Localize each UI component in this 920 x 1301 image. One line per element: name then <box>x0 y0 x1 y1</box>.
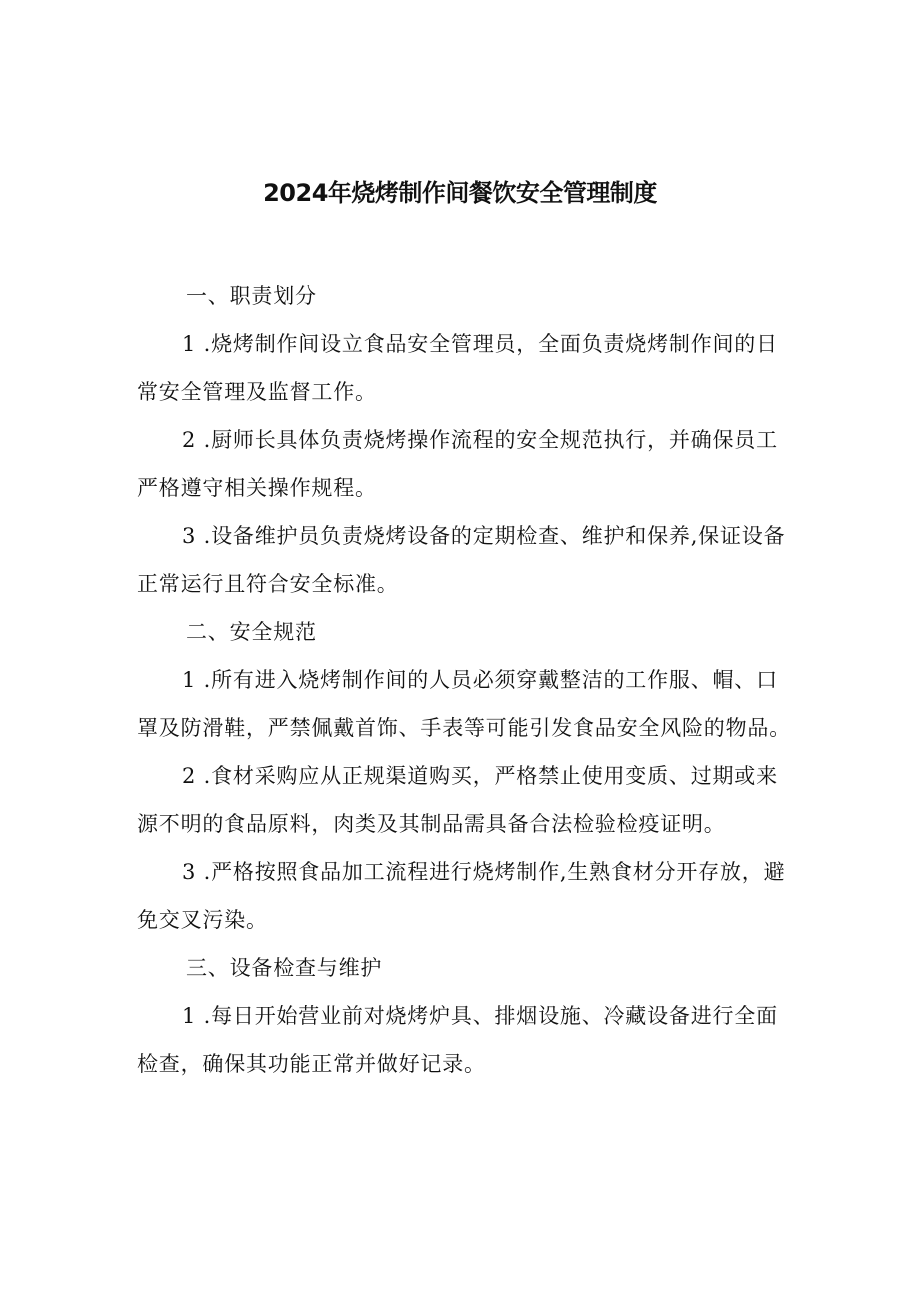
section-heading: 一、职责划分 <box>186 284 317 308</box>
section-item: 1 .每日开始营业前对烧烤炉具、排烟设施、冷藏设备进行全面检查，确保其功能正常并做好记录。 <box>137 1004 778 1076</box>
document-body <box>137 272 797 1088</box>
section-heading: 三、设备检查与维护 <box>186 956 383 980</box>
section-item: 1 .所有进入烧烤制作间的人员必须穿戴整洁的工作服、帽、口罩及防滑鞋，严禁佩戴首饰、手表等可能引发食品安全风险的物品。 <box>137 668 791 740</box>
section-item: 2 .食材采购应从正规渠道购买，严格禁止使用变质、过期或来源不明的食品原料，肉类及其制品需具备合法检验检疫证明。 <box>137 764 778 836</box>
document-title: 2024年烧烤制作间餐饮安全管理制度 <box>263 179 657 207</box>
section-item: 3 .设备维护员负责烧烤设备的定期检查、维护和保养,保证设备正常运行且符合安全标准。 <box>137 524 786 596</box>
section-item: 3 .严格按照食品加工流程进行烧烤制作,生熟食材分开存放，避免交叉污染。 <box>137 860 786 932</box>
section-item: 1 .烧烤制作间设立食品安全管理员，全面负责烧烤制作间的日常安全管理及监督工作。 <box>137 332 778 404</box>
section-heading: 二、安全规范 <box>186 620 317 644</box>
section-item: 2 .厨师长具体负责烧烤操作流程的安全规范执行，并确保员工严格遵守相关操作规程。 <box>137 428 778 500</box>
